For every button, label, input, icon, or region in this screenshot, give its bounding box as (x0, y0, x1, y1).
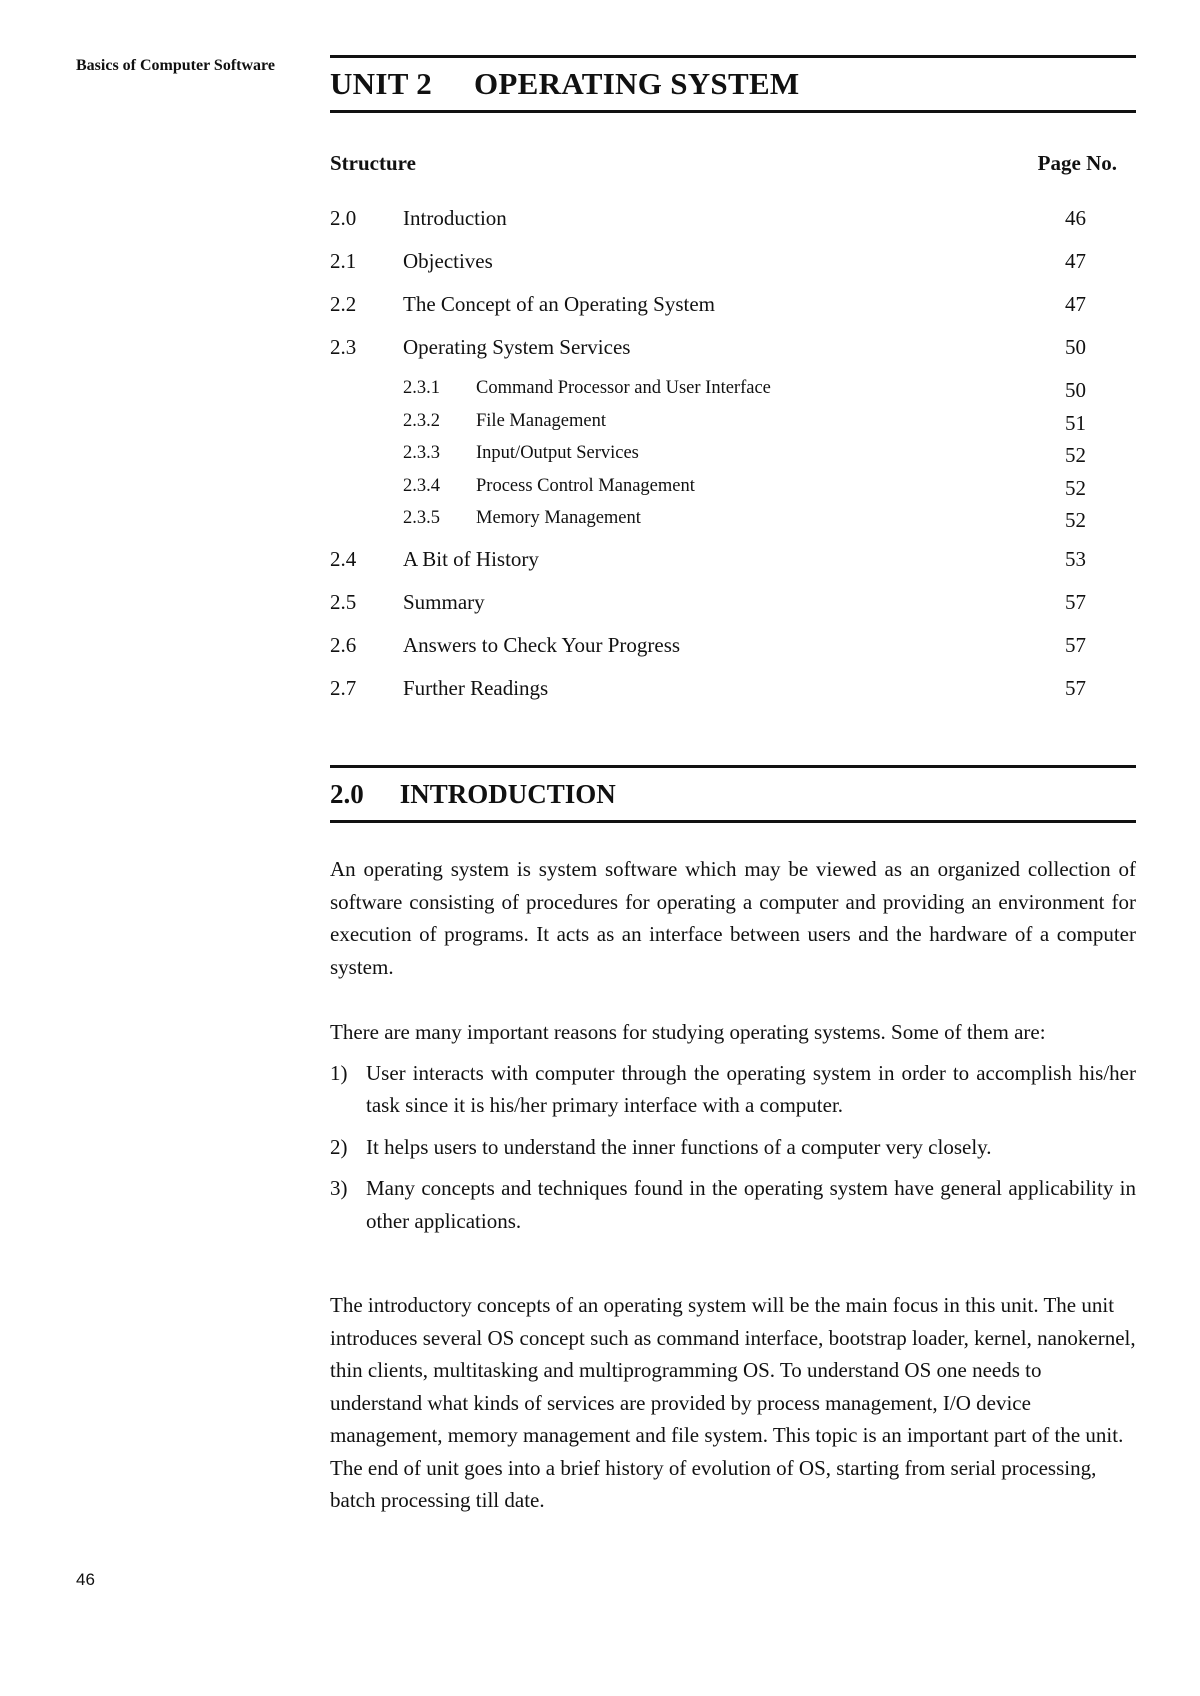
toc-number: 2.4 (330, 547, 357, 571)
toc-sub-page: 52 (1065, 475, 1086, 500)
toc-label: Summary (403, 590, 485, 614)
list-text: Many concepts and techniques found in the operating system have general applicability in other applications. (366, 1176, 1136, 1233)
toc-number: 2.5 (330, 590, 357, 614)
toc-sub-page: 50 (1065, 378, 1086, 402)
toc-number: 2.0 (330, 206, 357, 230)
unit-title: OPERATING SYSTEM (474, 66, 800, 101)
toc-number: 2.1 (330, 249, 357, 273)
toc-sub-number: 2.3.2 (403, 410, 440, 431)
table-of-contents (330, 206, 1136, 719)
toc-sub-label: Process Control Management (476, 475, 695, 496)
list-marker: 2) (330, 1134, 348, 1159)
toc-row (330, 633, 1136, 676)
page-content (330, 55, 1136, 1517)
toc-sub-page: 51 (1065, 410, 1086, 435)
toc-number: 2.6 (330, 633, 357, 657)
toc-sub-label: Memory Management (476, 508, 641, 528)
section-title: INTRODUCTION (399, 779, 616, 809)
toc-number: 2.7 (330, 676, 357, 700)
toc-label: Further Readings (403, 676, 549, 700)
unit-heading (330, 58, 1136, 110)
toc-label: Answers to Check Your Progress (403, 633, 681, 657)
toc-page: 57 (1065, 590, 1086, 614)
toc-page: 53 (1065, 547, 1086, 571)
toc-row (330, 590, 1136, 633)
toc-sub-label: File Management (476, 410, 606, 431)
toc-page: 47 (1065, 292, 1086, 316)
reasons-list (330, 1057, 1136, 1238)
section-bottom-rule (330, 820, 1136, 823)
toc-page: 46 (1065, 206, 1086, 230)
toc-row (330, 206, 1136, 249)
toc-subrow (330, 443, 1136, 476)
toc-page: 57 (1065, 633, 1086, 657)
toc-subrow (330, 411, 1136, 444)
focus-paragraph: The introductory concepts of an operating system will be the main focus in this unit. The unit introduces several OS concept such as command interface, bootstrap loader, kernel, nanokernel, thin clients, multitasking and multiprogramming OS. To understand OS one needs to understand what kinds of services are provided by process management, I/O device management, memory management and file system. This topic is an important part of the unit. The end of unit goes into a brief history of evolution of OS, starting from serial processing, batch processing till date. (330, 1293, 1136, 1512)
toc-label: Objectives (403, 249, 493, 273)
unit-number: UNIT 2 (330, 66, 433, 101)
structure-header (330, 151, 1136, 176)
list-item (330, 1057, 1136, 1122)
toc-label: A Bit of History (403, 547, 539, 571)
toc-number: 2.3 (330, 335, 357, 359)
toc-label: Introduction (403, 206, 507, 230)
page-number: 46 (76, 1570, 95, 1589)
toc-sub-number: 2.3.5 (403, 508, 440, 528)
list-marker: 1) (330, 1060, 348, 1085)
running-head-label: Basics of Computer Software (76, 57, 275, 74)
toc-sub-number: 2.3.4 (403, 475, 440, 496)
toc-page: 57 (1065, 676, 1086, 700)
list-marker: 3) (330, 1176, 348, 1200)
section-introduction (330, 765, 1136, 1517)
list-text: It helps users to understand the inner functions of a computer very closely. (366, 1134, 992, 1159)
toc-sub-number: 2.3.1 (403, 378, 440, 398)
toc-page: 50 (1065, 335, 1086, 359)
reasons-intro-paragraph: There are many important reasons for studying operating systems. Some of them are: (330, 1020, 1046, 1044)
toc-row (330, 676, 1136, 719)
unit-rule (330, 110, 1136, 113)
toc-subrow (330, 508, 1136, 547)
toc-subrow (330, 378, 1136, 411)
toc-sub-page: 52 (1065, 443, 1086, 467)
intro-paragraph: An operating system is system software which may be viewed as an organized collection of software consisting of procedures for operating a computer and providing an environment for execution of programs. It acts as an interface between users and the hardware of a computer system. (330, 857, 1136, 979)
toc-sub-label: Command Processor and User Interface (476, 378, 771, 398)
toc-subrow (330, 476, 1136, 509)
toc-number: 2.2 (330, 292, 357, 316)
toc-sub-number: 2.3.3 (403, 443, 440, 463)
toc-row (330, 292, 1136, 335)
toc-label: Operating System Services (403, 335, 631, 359)
page-no-heading: Page No. (1037, 151, 1117, 175)
toc-row (330, 335, 1136, 378)
section-heading (330, 768, 1136, 820)
section-number: 2.0 (330, 779, 364, 809)
list-item (330, 1131, 1136, 1164)
toc-row (330, 547, 1136, 590)
list-item (330, 1172, 1136, 1237)
structure-heading: Structure (330, 151, 416, 175)
list-text: User interacts with computer through the operating system in order to accomplish his/her task since it is his/her primary interface with a computer. (366, 1060, 1136, 1117)
toc-page: 47 (1065, 249, 1086, 273)
toc-label: The Concept of an Operating System (403, 292, 716, 316)
toc-sub-label: Input/Output Services (476, 443, 639, 463)
toc-row (330, 249, 1136, 292)
toc-sub-page: 52 (1065, 508, 1086, 532)
